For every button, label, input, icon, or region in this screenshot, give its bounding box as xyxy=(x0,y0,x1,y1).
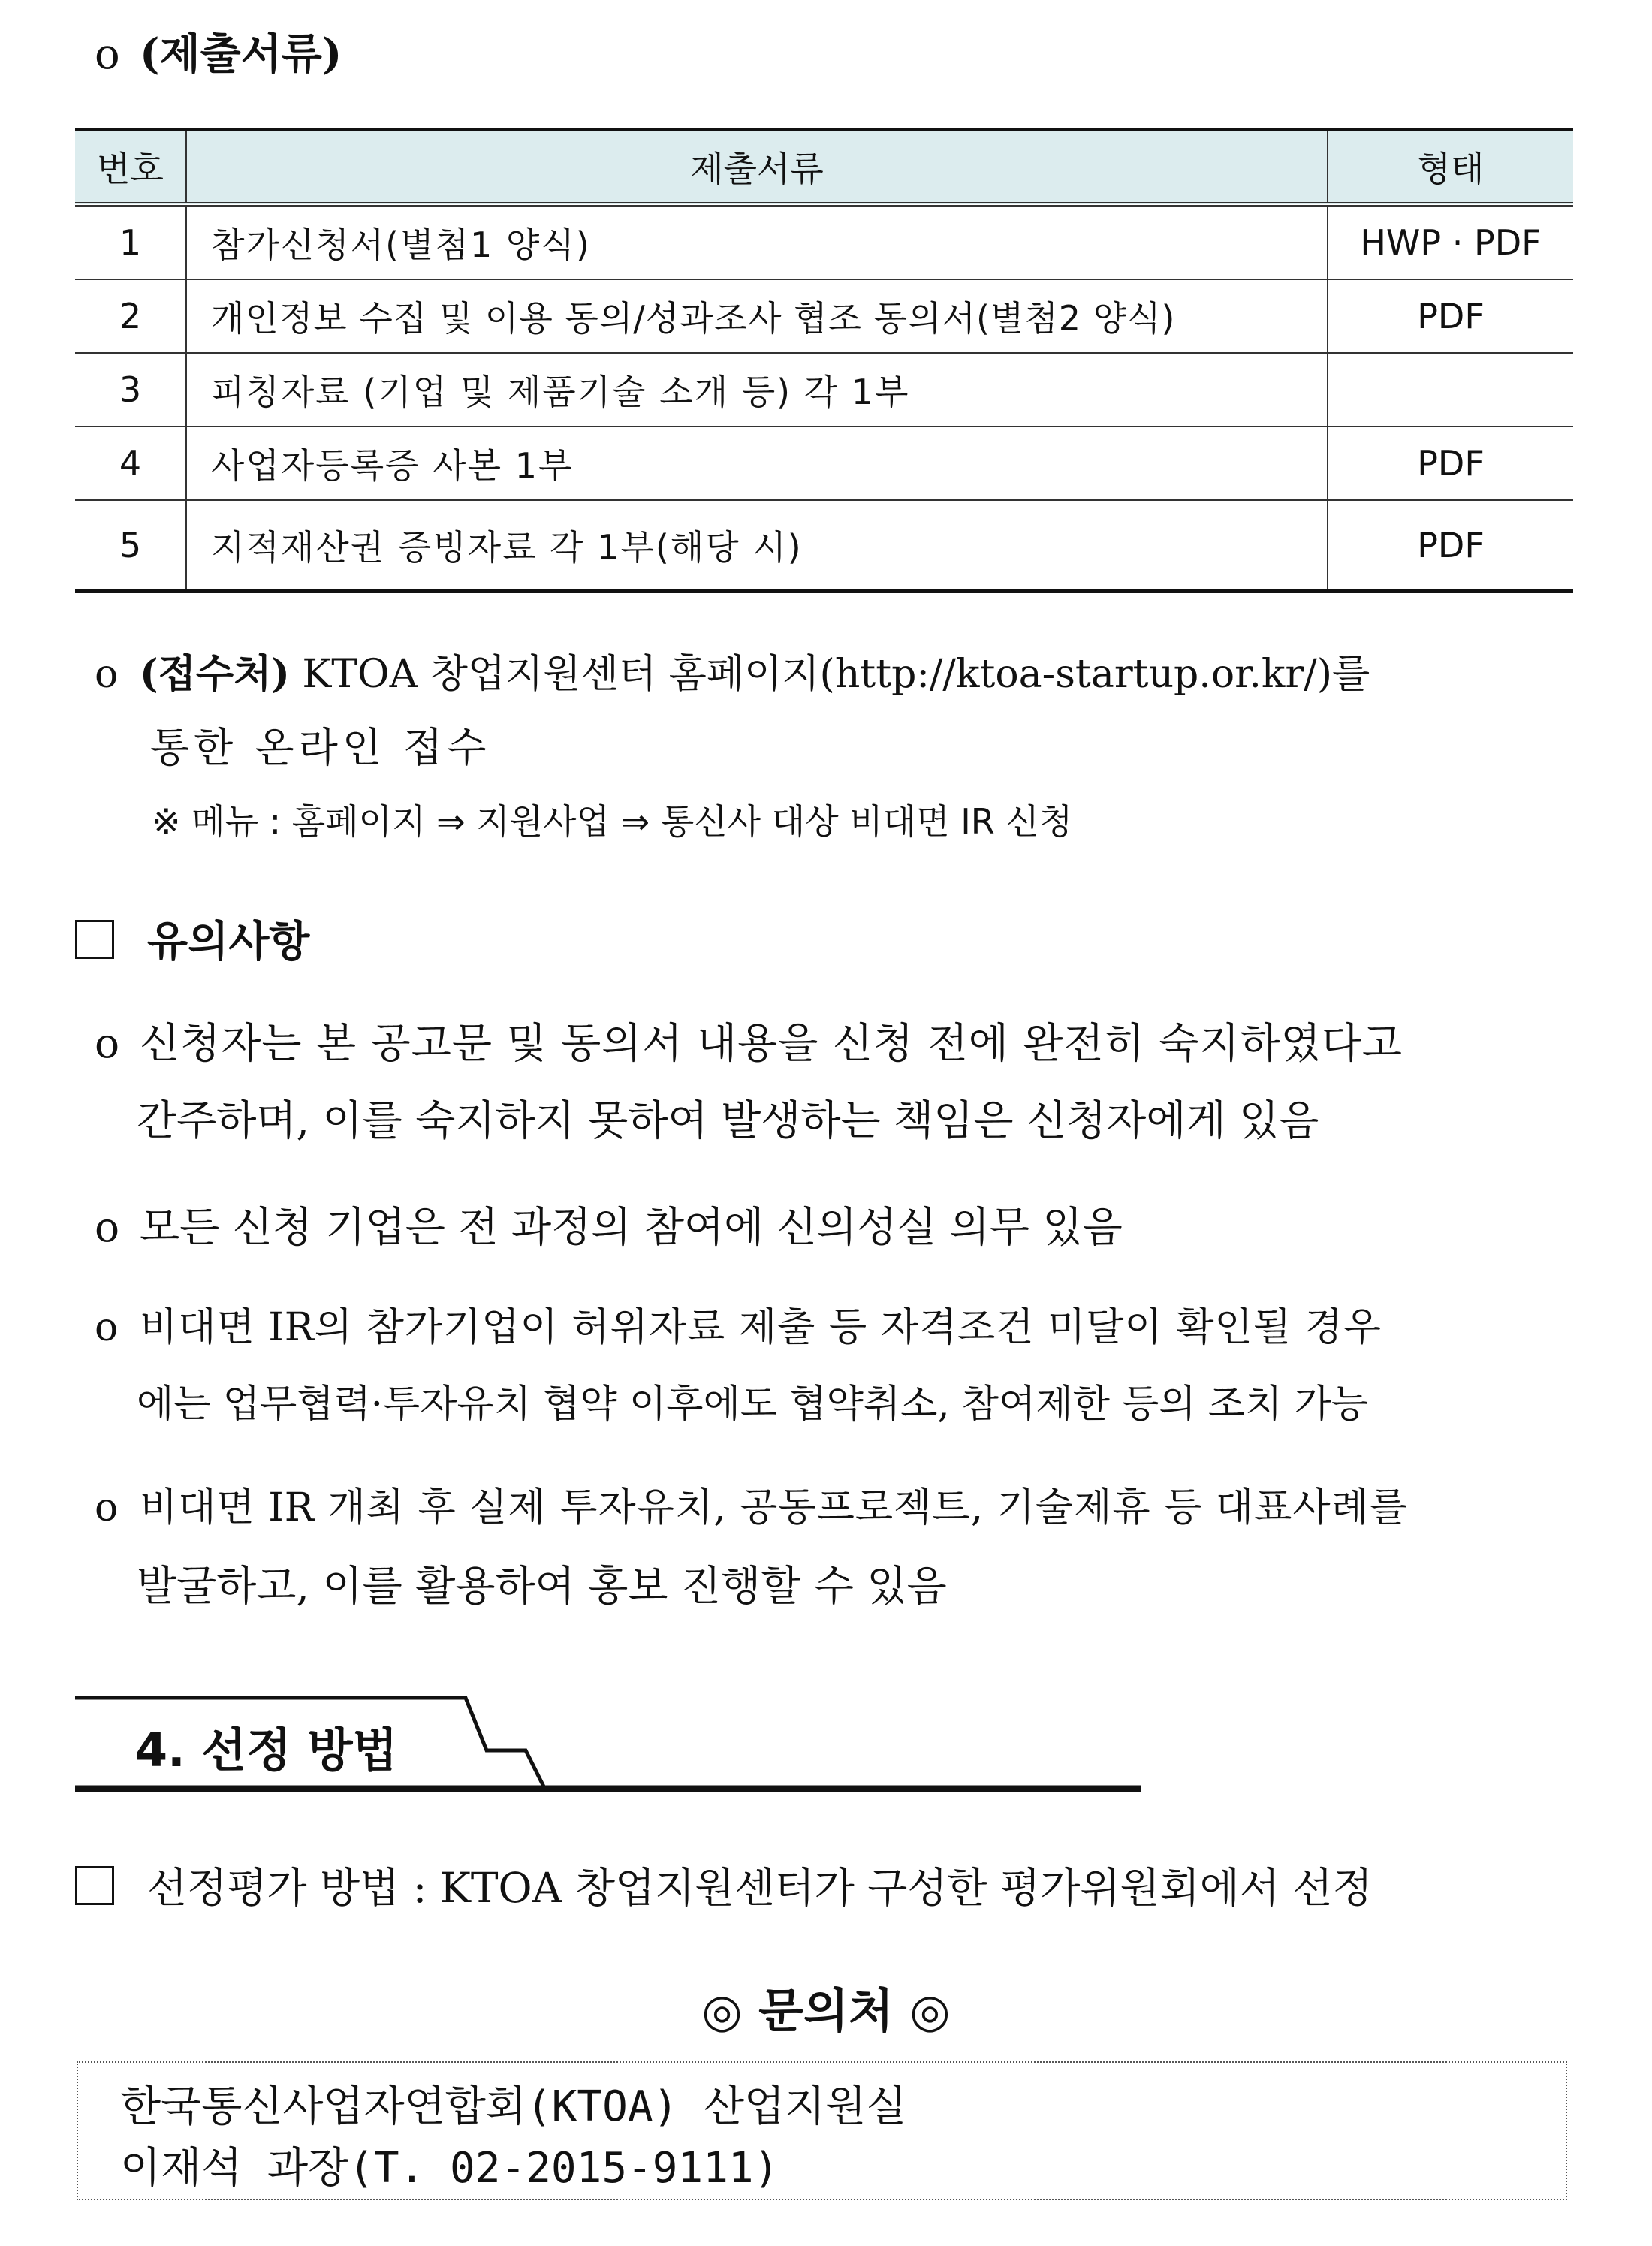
table-row xyxy=(75,279,1573,353)
table-header-row xyxy=(75,130,1573,205)
table-row xyxy=(75,204,1573,279)
cell-document: 사업자등록증 사본 1부 xyxy=(186,427,1328,500)
bullet: o xyxy=(95,1485,119,1530)
bullet: o xyxy=(95,1203,120,1251)
col-header-format: 형태 xyxy=(1328,130,1573,205)
precaution-text: 비대면 IR 개최 후 실제 투자유치, 공동프로젝트, 기술제휴 등 대표사례를 xyxy=(140,1485,1409,1530)
cell-number: 1 xyxy=(75,204,186,279)
precaution-text: 신청자는 본 공고문 및 동의서 내용을 신청 전에 완전히 숙지하였다고 xyxy=(140,1019,1403,1067)
cell-number: 3 xyxy=(75,353,186,427)
precaution-item-4-cont: 발굴하고, 이를 활용하여 홍보 진행할 수 있음 xyxy=(137,1562,947,1610)
section-4-title: 4. 선정 방법 xyxy=(135,1723,398,1777)
precaution-text: 비대면 IR의 참가기업이 허위자료 제출 등 자격조건 미달이 확인될 경우 xyxy=(140,1305,1382,1350)
cell-format: HWP · PDF xyxy=(1328,204,1573,279)
cell-document: 지적재산권 증빙자료 각 1부(해당 시) xyxy=(186,500,1328,592)
precaution-item-3-cont: 에는 업무협력·투자유치 협약 이후에도 협약취소, 참여제한 등의 조치 가능 xyxy=(137,1382,1369,1427)
precaution-item-1 xyxy=(95,1010,1403,1069)
submission-heading xyxy=(95,21,342,81)
contact-person: 이재석 과장(T. 02-2015-9111) xyxy=(120,2144,779,2193)
reception-line-2: 통한 온라인 접수 xyxy=(150,724,491,771)
contact-title: ◎ 문의처 ◎ xyxy=(701,1983,951,2038)
section-4-heading xyxy=(75,1693,1141,1798)
cell-document: 피칭자료 (기업 및 제품기술 소개 등) 각 1부 xyxy=(186,353,1328,427)
table-row xyxy=(75,500,1573,592)
contact-organization: 한국통신사업자연합회(KTOA) 산업지원실 xyxy=(120,2082,907,2131)
table-row xyxy=(75,353,1573,427)
cell-number: 4 xyxy=(75,427,186,500)
cell-number: 5 xyxy=(75,500,186,592)
reception-note: ※ 메뉴 : 홈페이지 ⇒ 지원사업 ⇒ 통신사 대상 비대면 IR 신청 xyxy=(152,801,1073,842)
cell-format: PDF xyxy=(1328,279,1573,353)
precaution-item-4 xyxy=(95,1476,1408,1532)
selection-method-item xyxy=(75,1855,1373,1914)
table-row xyxy=(75,427,1573,500)
col-header-number: 번호 xyxy=(75,130,186,205)
cell-number: 2 xyxy=(75,279,186,353)
cell-format xyxy=(1328,353,1573,427)
cell-format: PDF xyxy=(1328,500,1573,592)
bullet: o xyxy=(95,1305,119,1350)
bullet: o xyxy=(95,1019,121,1067)
reception-line-1 xyxy=(95,642,1370,698)
reception-text: KTOA 창업지원센터 홈페이지(http://ktoa-startup.or.kr/)를 xyxy=(289,652,1370,697)
contact-box xyxy=(77,2061,1567,2200)
bullet: o xyxy=(95,30,120,79)
cell-format: PDF xyxy=(1328,427,1573,500)
precautions-heading xyxy=(75,909,309,969)
precautions-title: 유의사항 xyxy=(147,917,310,966)
col-header-document: 제출서류 xyxy=(186,130,1328,205)
checkbox-square-icon xyxy=(75,920,114,959)
precaution-text: 모든 신청 기업은 전 과정의 참여에 신의성실 의무 있음 xyxy=(140,1203,1123,1251)
precaution-item-1-cont: 간주하며, 이를 숙지하지 못하여 발생하는 책임은 신청자에게 있음 xyxy=(137,1096,1319,1144)
precaution-item-2 xyxy=(95,1194,1123,1253)
submission-table xyxy=(75,128,1573,593)
precaution-item-3 xyxy=(95,1295,1382,1352)
cell-document: 참가신청서(별첨1 양식) xyxy=(186,204,1328,279)
submission-heading-text: (제출서류) xyxy=(140,29,342,79)
bullet: o xyxy=(95,652,119,697)
reception-label: (접수처) xyxy=(140,651,290,697)
cell-document: 개인정보 수집 및 이용 동의/성과조사 협조 동의서(별첨2 양식) xyxy=(186,279,1328,353)
selection-method-text: 선정평가 방법 : KTOA 창업지원센터가 구성한 평가위원회에서 선정 xyxy=(147,1864,1373,1912)
checkbox-square-icon xyxy=(75,1866,114,1905)
